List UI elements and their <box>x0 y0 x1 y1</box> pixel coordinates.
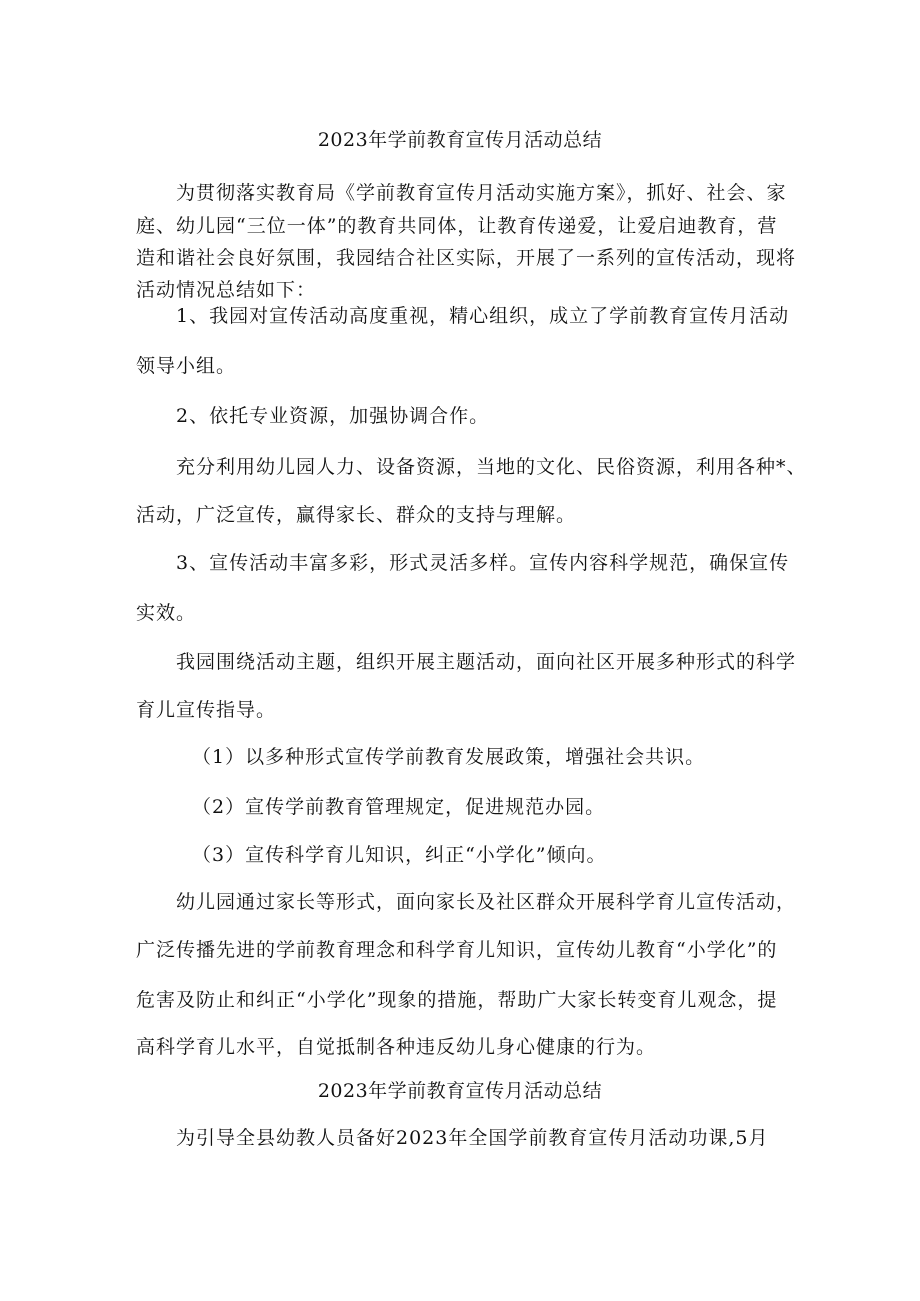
subitem-2: （2）宣传学前教育管理规定，促进规范办园。 <box>192 796 606 818</box>
item3-line-1: 3、宣传活动丰富多彩，形式灵活多样。宣传内容科学规范，确保宣传 <box>176 552 790 574</box>
last-paragraph-line: 为引导全县幼教人员备好2023年全国学前教育宣传月活动功课,5月 <box>176 1127 769 1149</box>
subitem-1: （1）以多种形式宣传学前教育发展政策，增强社会共识。 <box>192 746 706 768</box>
document-title: 2023年学前教育宣传月活动总结 <box>317 129 603 151</box>
resources-line-1: 充分利用幼儿园人力、设备资源，当地的文化、民俗资源，利用各种*、 <box>176 456 807 478</box>
intro-line-1: 为贯彻落实教育局《学前教育宣传月活动实施方案》，抓好、社会、家 <box>176 182 787 204</box>
subitem-3: （3）宣传科学育儿知识，纠正“小学化”倾向。 <box>192 844 607 866</box>
theme-line-1: 我园围绕活动主题，组织开展主题活动，面向社区开展多种形式的科学 <box>176 651 797 673</box>
intro-line-4: 活动情况总结如下： <box>136 279 317 301</box>
item2-line: 2、依托专业资源，加强协调合作。 <box>176 405 490 427</box>
item1-line-2: 领导小组。 <box>136 355 237 377</box>
kindergarten-line-4: 高科学育儿水平，自觉抵制各种违反幼儿身心健康的行为。 <box>136 1036 657 1058</box>
kindergarten-line-1: 幼儿园通过家长等形式，面向家长及社区群众开展科学育儿宣传活动， <box>176 891 797 913</box>
kindergarten-line-2: 广泛传播先进的学前教育理念和科学育儿知识，宣传幼儿教育“小学化”的 <box>136 939 778 961</box>
item1-line-1: 1、我园对宣传活动高度重视，精心组织，成立了学前教育宣传月活动 <box>176 305 790 327</box>
theme-line-2: 育儿宣传指导。 <box>136 699 277 721</box>
resources-line-2: 活动，广泛宣传，赢得家长、群众的支持与理解。 <box>136 504 577 526</box>
intro-line-2: 庭、幼儿园“三位一体”的教育共同体，让教育传递爱，让爱启迪教育，营 <box>136 215 778 237</box>
kindergarten-line-3: 危害及防止和纠正“小学化”现象的措施，帮助广大家长转变育儿观念，提 <box>136 989 778 1011</box>
item3-line-2: 实效。 <box>136 602 197 624</box>
second-title: 2023年学前教育宣传月活动总结 <box>317 1080 603 1102</box>
intro-line-3: 造和谐社会良好氛围，我园结合社区实际，开展了一系列的宣传活动，现将 <box>136 247 797 269</box>
